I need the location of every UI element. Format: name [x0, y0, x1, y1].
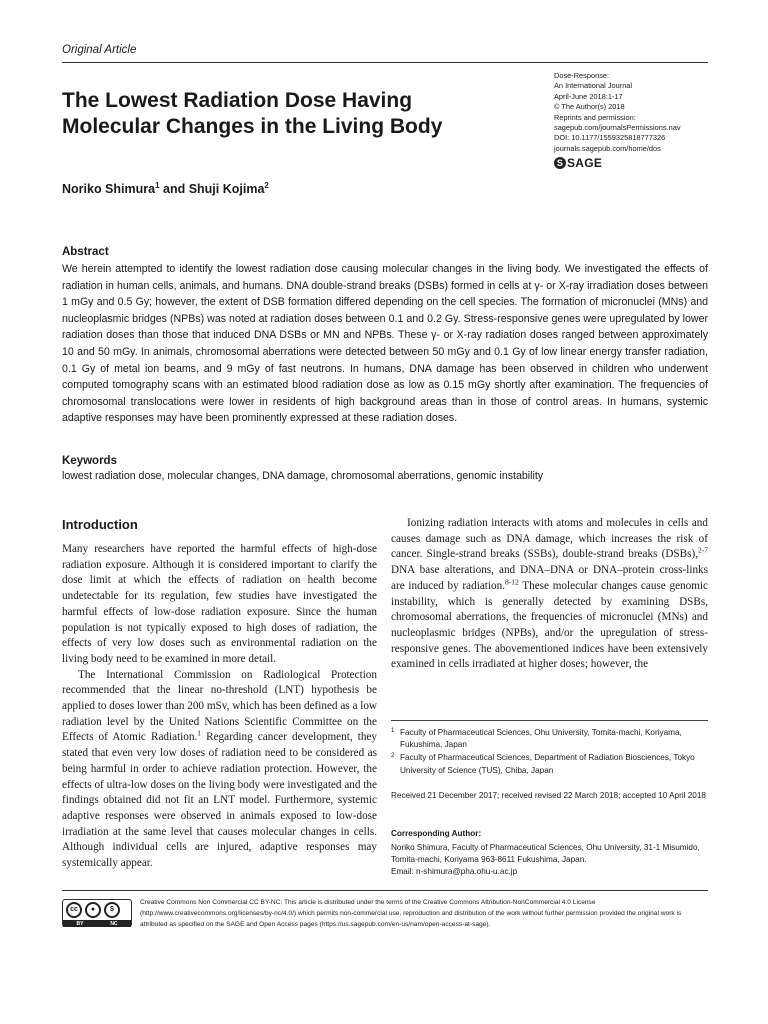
- body-column-right: [391, 516, 708, 673]
- cc-by-label: BY: [76, 920, 84, 927]
- cc-nc-label: NC: [110, 920, 118, 927]
- citation-ref[interactable]: 2-7: [698, 545, 708, 555]
- footnote-divider: [391, 720, 708, 721]
- doi-link[interactable]: DOI: 10.1177/1559325818777326: [554, 133, 666, 143]
- body-column-left: [62, 542, 377, 872]
- corresponding-author-details: [391, 842, 708, 879]
- affiliation-marker: 1: [155, 181, 160, 190]
- affiliation-item: [391, 727, 708, 751]
- keywords-list: lowest radiation dose, molecular changes, DNA damage, chromosomal aberrations, genomic instability: [62, 470, 544, 482]
- affiliations: [391, 727, 708, 778]
- paragraph-text: Regarding cancer development, they stated that even very low doses of radiation need to be considered as being harmful in order to achieve radiation protection. However, the effects of ultra-low doses on the living body were investigated and the findings obtained did not fit an LNT model. Furthermore, systemic adaptive responses were observed in animals exposed to low-dose irradiation at the same level that causes molecular changes in cells. Although individual cells are injured, adaptive responses may systemically appear.: [62, 731, 377, 870]
- journal-info-block: [554, 71, 724, 169]
- journal-info-line: Dose-Response:: [554, 71, 610, 80]
- journal-home-link[interactable]: journals.sagepub.com/home/dos: [554, 143, 661, 153]
- affiliation-text: Faculty of Pharmaceutical Sciences, Ohu University, Tomita-machi, Koriyama, Fukushima, Japan: [400, 728, 682, 750]
- sage-logo: [554, 157, 724, 169]
- corresponding-author-address: Noriko Shimura, Faculty of Pharmaceutical Sciences, Ohu University, 31-1 Misumido, Tomita-machi, Koriyama 963-8611 Fukushima, Japan.: [391, 843, 700, 865]
- affiliation-number: 1: [391, 728, 395, 734]
- sage-mark-icon: S: [554, 157, 566, 169]
- author-name: Noriko Shimura: [62, 182, 156, 197]
- author-list: [62, 181, 269, 196]
- cc-license-badge[interactable]: [62, 899, 132, 927]
- header-divider: [62, 62, 708, 63]
- affiliation-item: [391, 752, 708, 776]
- attribution-icon: ●: [85, 902, 101, 918]
- paragraph-text: Ionizing radiation interacts with atoms and molecules in cells and causes damage such as DNA damage, which increases the risk of cancer. Single-strand breaks (SSBs), double-strand breaks (DSBs),: [391, 517, 708, 561]
- journal-info-line: © The Author(s) 2018: [554, 102, 625, 112]
- introduction-heading: Introduction: [62, 517, 138, 532]
- license-statement: Creative Commons Non Commercial CC BY-NC: This article is distributed under the terms of the Creative Commons Attribution-NonCommercial 4.0 License (http://www.creativecommons.org/licenses/by-nc/4.0/) which permits non-commercial use, reproduction and distribution of the work without further permission provided the original work is attributed as specified on the SAGE and Open Access pages (https://us.sagepub.com/en-us/nam/open-access-at-sage).: [140, 899, 682, 928]
- author-connector: and: [159, 182, 189, 197]
- corresponding-author-heading: Corresponding Author:: [391, 829, 482, 838]
- sage-logo-text: SAGE: [567, 156, 603, 171]
- corresponding-author-email[interactable]: Email: n-shimura@pha.ohu-u.ac.jp: [391, 867, 518, 877]
- received-dates: Received 21 December 2017; received revised 22 March 2018; accepted 10 April 2018: [391, 791, 706, 800]
- affiliation-number: 2: [391, 753, 395, 760]
- permissions-link[interactable]: sagepub.com/journalsPermissions.nav: [554, 123, 681, 133]
- citation-ref[interactable]: 1: [197, 728, 202, 738]
- paragraph-text: DNA base alterations, and DNA–DNA or DNA–protein cross-links are induced by radiation.: [391, 564, 708, 592]
- keywords-heading: Keywords: [62, 455, 117, 467]
- body-paragraph: [391, 516, 708, 673]
- article-type-label: Original Article: [62, 44, 137, 56]
- cc-icon: cc: [66, 902, 82, 918]
- title-line-2: Molecular Changes in the Living Body: [62, 115, 443, 138]
- body-paragraph: [62, 668, 377, 872]
- noncommercial-icon: $: [104, 902, 120, 918]
- journal-info-line: Reprints and permission:: [554, 112, 636, 122]
- journal-info-line: An International Journal: [554, 81, 633, 91]
- title-line-1: The Lowest Radiation Dose Having: [62, 89, 413, 112]
- body-paragraph: Many researchers have reported the harmful effects of high-dose radiation exposure. Although it is considered important to clarify the dose limit at which the effects of radiation on health become undetectable for its regulation, few studies have investigated the harmful effects of low-dose radiation exposure. Since the human population is not typically exposed to high doses of radiation, the effects of very low doses such as environmental radiation on the living body need to be examined in more detail.: [62, 543, 377, 665]
- affiliation-text: Faculty of Pharmaceutical Sciences, Department of Radiation Biosciences, Tokyo University of Science (TUS), Chiba, Japan: [400, 753, 695, 775]
- abstract-body: We herein attempted to identify the lowest radiation dose causing molecular changes in the living body. We investigated the effects of radiation in human cells, animals, and humans. DNA double-strand breaks (DSBs) formed in cells at γ- or X-ray irradiation doses between 1 mGy and 0.5 Gy; however, the extent of DSB formation differed depending on the cell species. The formation of micronuclei (MNs) and nucleoplasmic bridges (NPBs) was noted at radiation doses between 0.1 and 0.2 Gy. Stress-responsive genes were upregulated by lower radiation doses than those that induced DNA DSBs or MN and NPBs. These γ- or X-ray radiation doses ranged between approximately 10 and 50 mGy. In animals, chromosomal aberrations were detected between 50 mGy and 0.1 Gy of low linear energy transfer radiation, 0.1 Gy of metal ion beams, and 9 mGy of fast neutrons. In humans, DNA damage has been observed in children who underwent computed tomography scans with an estimated blood radiation dose as low as 0.15 mGy shortly after examination. The frequencies of chromosomal translocations were lower in residents of high background areas than in those of control areas. In humans, systemic adaptive responses may have been prominently expressed at these radiation doses.: [62, 263, 708, 425]
- paragraph-text: These molecular changes cause genomic instability, which is generally detected by examining DSBs, chromosomal aberrations, the frequencies of micronuclei (MNs) and nucleoplasmic bridges (NPBs), and/or the upregulation of stress-responsive genes. The abovementioned indices have been extensively examined in cells irradiated at higher doses; however, the: [391, 579, 708, 671]
- page-title: [62, 88, 532, 140]
- paragraph-text: The International Commission on Radiological Protection recommended that the linear no-threshold (LNT) hypothesis be applied to doses lower than 200 mSv, which has been defined as a low radiation level by the United Nations Scientific Committee on the Effects of Atomic Radiation.: [62, 668, 377, 744]
- journal-info-line: April-June 2018:1-17: [554, 91, 623, 101]
- affiliation-marker: 2: [264, 181, 269, 190]
- citation-ref[interactable]: 8-12: [505, 577, 519, 587]
- license-divider: [62, 890, 708, 891]
- abstract-heading: Abstract: [62, 246, 109, 258]
- author-name: Shuji Kojima: [188, 182, 265, 197]
